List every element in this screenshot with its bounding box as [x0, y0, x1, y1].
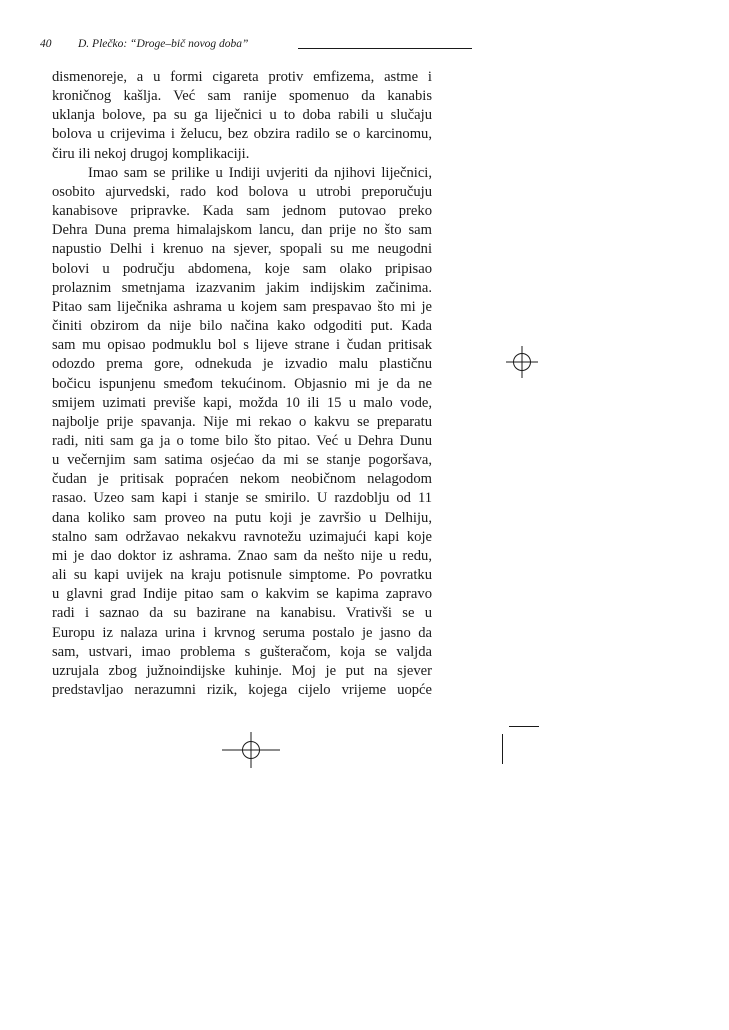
text-line: mi je dao doktor iz ashrama. Znao sam da nešto nije u redu, — [52, 547, 432, 564]
text-line: dana koliko sam proveo na putu koji je završio u Delhiju, — [52, 509, 432, 526]
text-line: smijem uzimati previše kapi, možda 10 ili 15 u malo vode, — [52, 394, 432, 411]
text-line: Dehra Duna prema himalajskom lancu, dan prije no što sam — [52, 222, 432, 239]
text-line: uzrujala zbog južnoindijske kuhinje. Moj je put na sjever — [52, 662, 432, 679]
header-rule — [298, 48, 472, 49]
text-line: u glavni grad Indije pitao sam o kakvim se kapima zapravo — [52, 586, 432, 603]
text-line: radi, niti sam ga ja o tome bilo što pitao. Već u Dehra Dunu — [52, 432, 432, 449]
text-line: bočicu ispunjenu smeđom tekućinom. Objasnio mi je da ne — [52, 375, 432, 392]
registration-mark-icon — [222, 732, 280, 768]
text-line: odozdo prema gore, odnekuda je izvadio malu plastičnu — [52, 356, 432, 373]
text-line: Imao sam se prilike u Indiji uvjeriti da njihovi liječnici, — [88, 164, 432, 181]
text-line: rasao. Uzeo sam kapi i stanje se smirilo. U razdoblju od 11 — [52, 490, 432, 507]
text-line: bolovi u području abdomena, koje sam olako pripisao — [52, 260, 432, 277]
text-line: čudan je pritisak popraćen nekom neobičnom nelagodom — [52, 471, 432, 488]
page-number: 40 — [40, 38, 52, 50]
text-line: kanabisove pripravke. Kada sam jednom putovao preko — [52, 203, 432, 220]
text-line: ali su kapi uvijek na kraju potisnule simptome. Po povratku — [52, 567, 432, 584]
paragraph-2 — [52, 164, 432, 700]
body-text — [52, 68, 432, 700]
text-line: stalno sam održavao nekakvu ravnotežu uzimajući kapi koje — [52, 528, 432, 545]
running-head — [40, 36, 432, 52]
text-line: sam, ustvari, imao problema s gušteračom, koja se valjda — [52, 643, 432, 660]
text-line: uklanja bolove, pa su ga liječnici u to doba rabili u slučaju — [52, 107, 432, 124]
running-title: D. Plečko: “Droge–bič novog doba” — [78, 38, 249, 50]
text-line: najbolje prije spavanja. Nije mi rekao o kakvu se preparatu — [52, 413, 432, 430]
paragraph-1 — [52, 68, 432, 164]
text-line: sam mu opisao podmuklu bol s lijeve strane i čudan pritisak — [52, 337, 432, 354]
text-line: Europu iz nalaza urina i krvnog seruma postalo je jasno da — [52, 624, 432, 641]
text-line: bolova u crijevima i želucu, bez obzira radilo se o karcinomu, — [52, 126, 432, 143]
text-line: osobito ajurvedski, rado kod bolova u utrobi preporučuju — [52, 183, 432, 200]
text-line: činiti obzirom da nije bilo načina kako odgoditi put. Kada — [52, 318, 432, 335]
registration-mark-icon — [506, 346, 538, 378]
text-line: kroničnog kašlja. Već sam ranije spomenuo da kanabis — [52, 88, 432, 105]
text-line: napustio Delhi i krenuo na sjever, spopali su me neugodni — [52, 241, 432, 258]
crop-mark — [502, 734, 503, 764]
text-line: u večernjim sam satima osjećao da mi se stanje pogoršava, — [52, 452, 432, 469]
text-line: prolaznim smetnjama izazvanim jakim indijskim začinima. — [52, 279, 432, 296]
text-line: čiru ili nekoj drugoj komplikaciji. — [52, 145, 250, 162]
text-line: predstavljao nerazumni rizik, kojega cijelo vrijeme uopće — [52, 682, 432, 698]
text-line: radi i saznao da su bazirane na kanabisu. Vrativši se u — [52, 605, 432, 622]
text-line: Pitao sam liječnika ashrama u kojem sam prespavao što mi je — [52, 298, 432, 315]
crop-mark — [509, 726, 539, 727]
text-line: dismenoreje, a u formi cigareta protiv emfizema, astme i — [52, 69, 432, 85]
